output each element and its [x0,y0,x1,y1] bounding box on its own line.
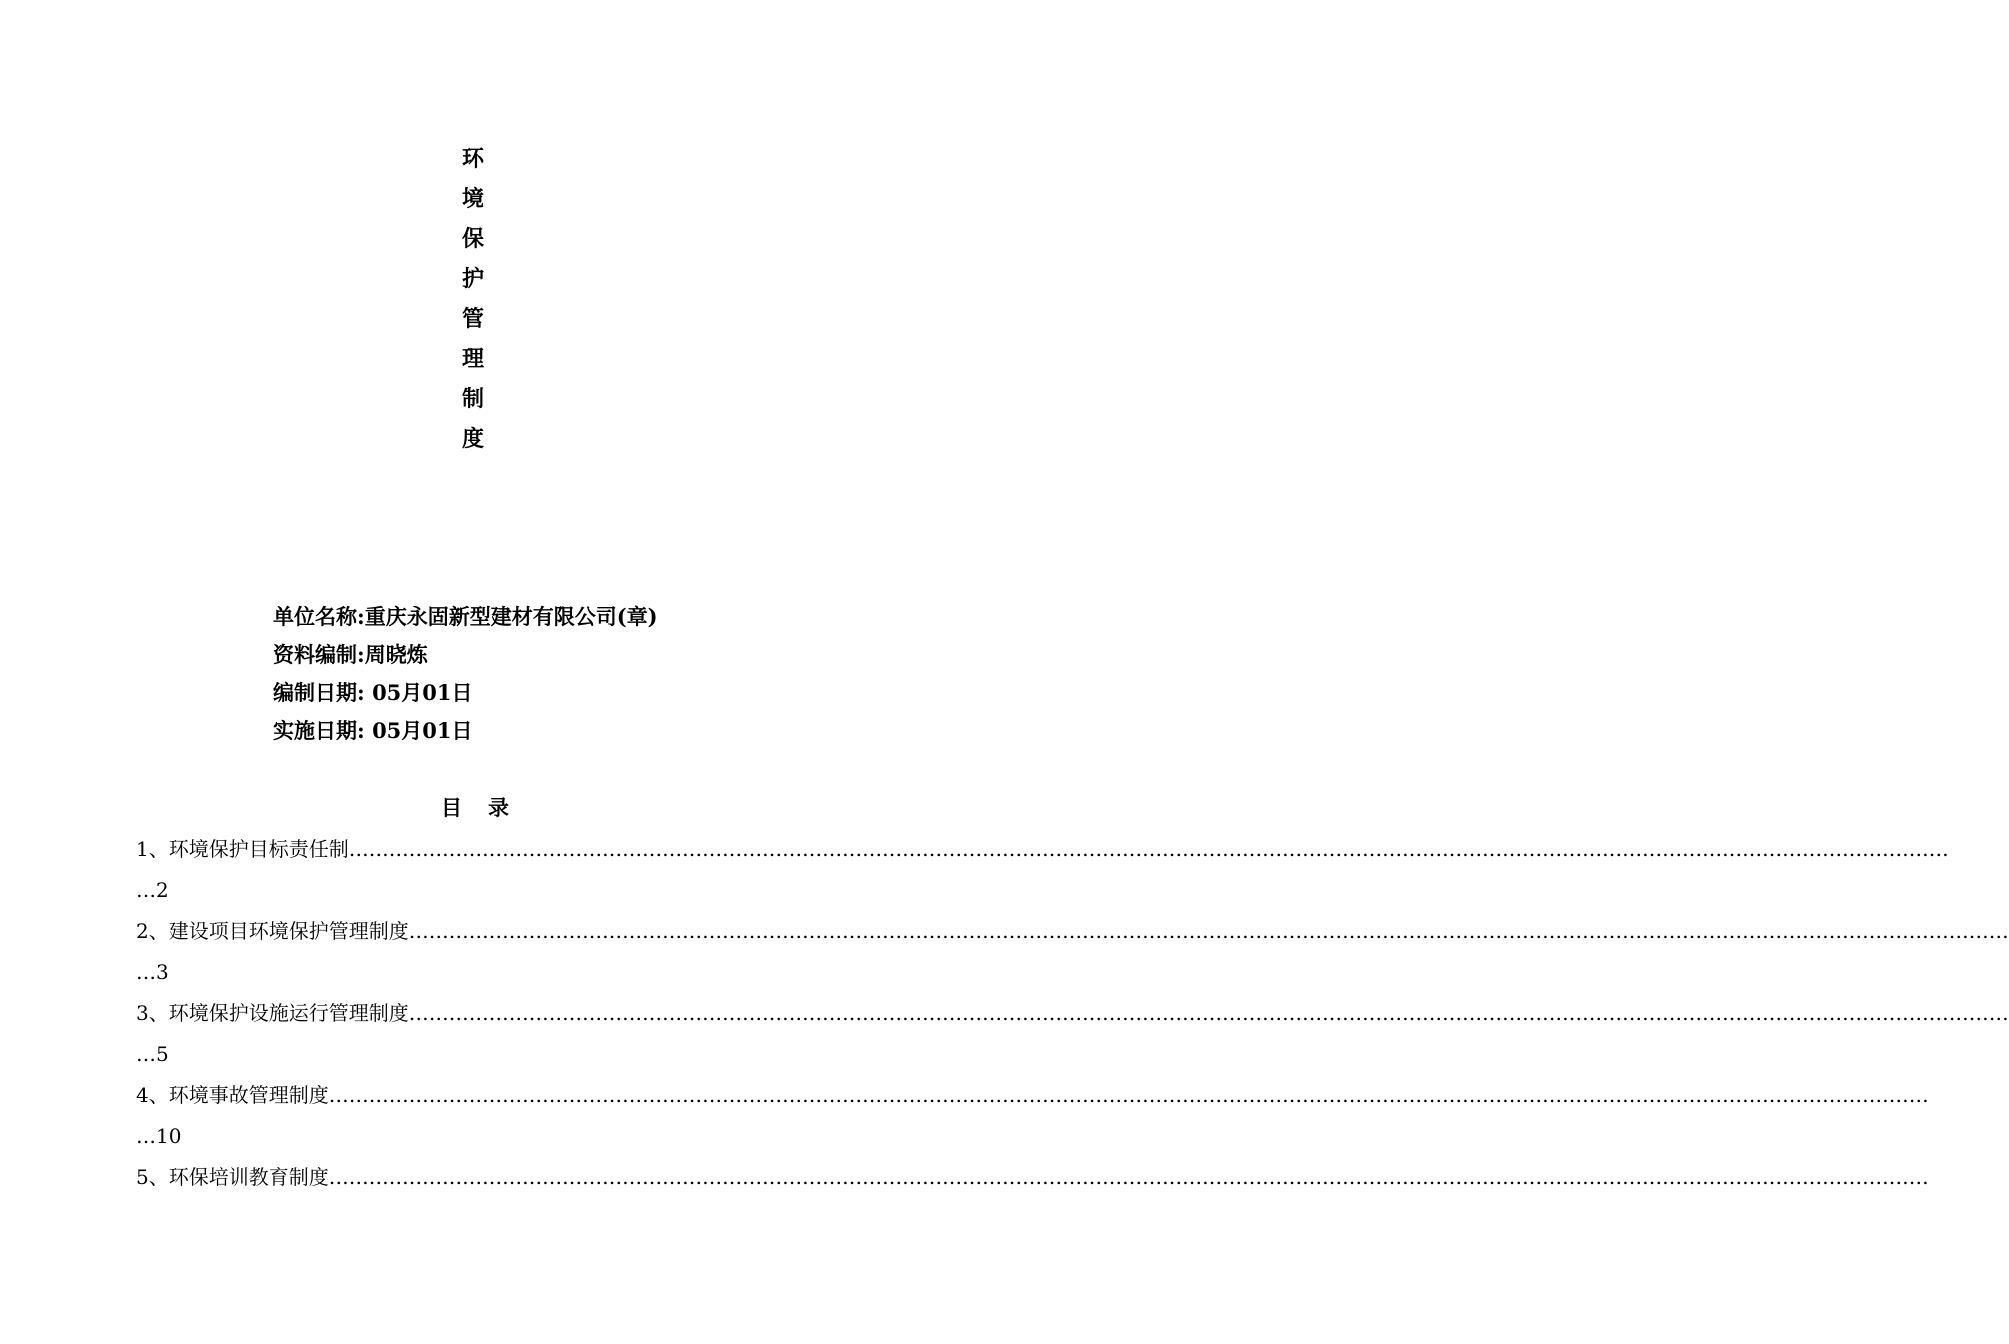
title-char: 保 [461,227,484,252]
compiler: 资料编制:周晓炼 [273,642,428,667]
toc-leader: …………………………………………………………………………………………………………………………………………………………………………………………………………………… [408,1001,2009,1025]
toc-entry-page: …3 [136,960,169,984]
toc-entry[interactable] [136,829,1949,870]
toc-entry-label: 5、环保培训教育制度 [136,1165,329,1189]
effective-date: 实施日期: 05月01日 [273,718,473,743]
toc-entry-label: 3、环境保护设施运行管理制度 [136,1001,409,1025]
title-char: 环 [461,147,484,172]
unit-name: 单位名称:重庆永固新型建材有限公司(章) [273,604,658,629]
toc-entry-page: …10 [136,1124,182,1148]
toc-entry[interactable] [136,1157,1929,1198]
toc-entry-label: 1、环境保护目标责任制 [136,837,349,861]
toc-leader: …………………………………………………………………………………………………………………………………………………………………………………………………………………… [408,919,2009,943]
toc-entry[interactable] [136,993,2009,1034]
toc-entry-page: …5 [136,1042,169,1066]
title-char: 度 [461,427,484,452]
title-char: 护 [461,267,484,292]
toc-entry-page: …2 [136,878,169,902]
toc-entry[interactable] [136,1075,1929,1116]
table-of-contents [136,829,2009,1198]
toc-leader: …………………………………………………………………………………………………………………………………………………………………………………………………………………… [348,837,1949,861]
title-char: 理 [461,347,484,372]
title-char: 制 [461,387,484,412]
toc-entry[interactable] [136,911,2009,952]
toc-heading: 目录 [441,795,535,820]
title-char: 管 [461,307,484,332]
title-char: 境 [461,187,484,212]
toc-entry-label: 2、建设项目环境保护管理制度 [136,919,409,943]
document-title [453,140,493,460]
toc-leader: …………………………………………………………………………………………………………………………………………………………………………………………………………………… [328,1083,1929,1107]
document-info [273,598,658,750]
toc-entry-label: 4、环境事故管理制度 [136,1083,329,1107]
compile-date: 编制日期: 05月01日 [273,680,473,705]
toc-leader: …………………………………………………………………………………………………………………………………………………………………………………………………………………… [328,1165,1929,1189]
